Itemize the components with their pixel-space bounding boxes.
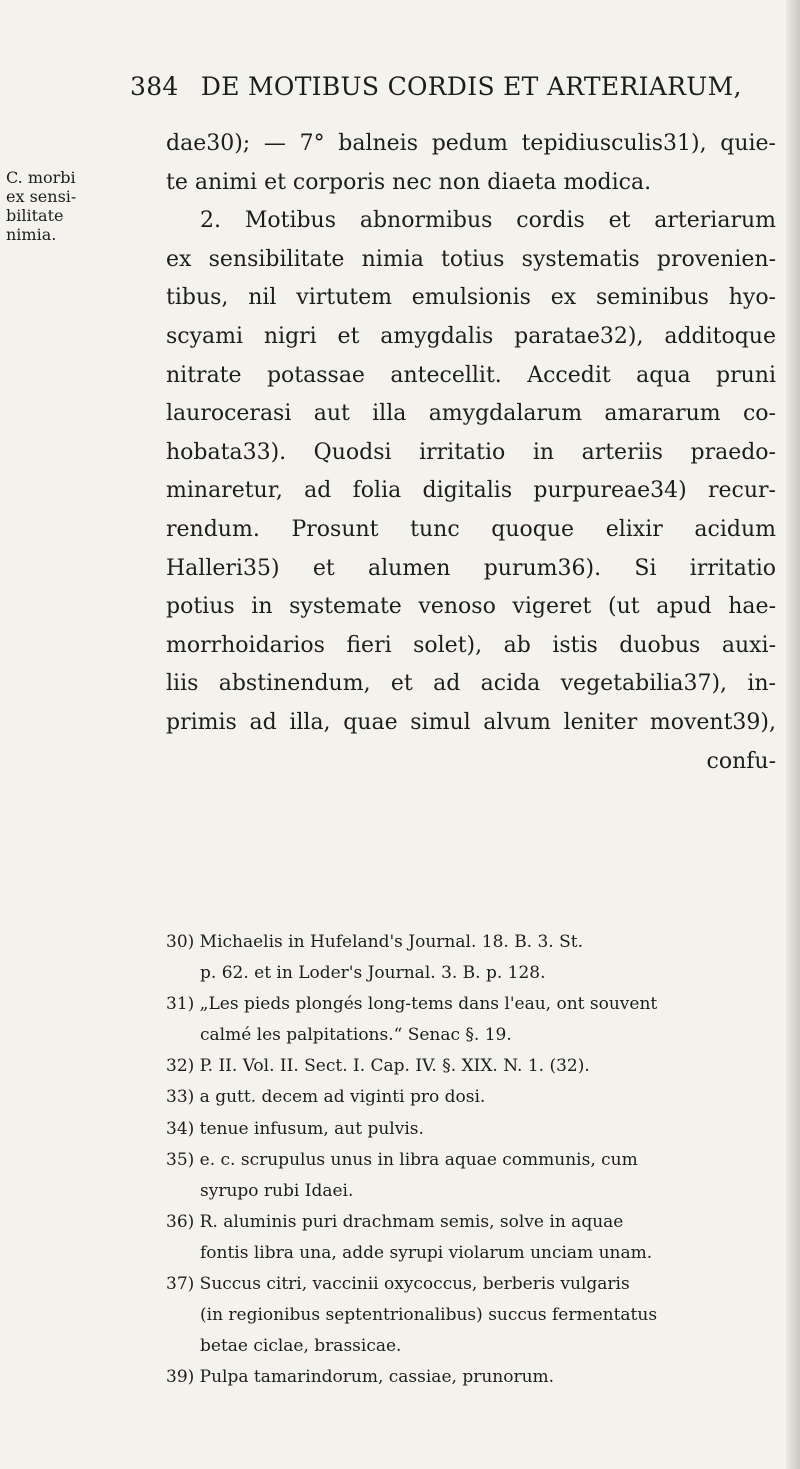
footnote-line: calmé les palpitations.“ Senac §. 19. [200, 1025, 512, 1046]
text-line: nitrate potassae antecellit. Accedit aqua pruni [166, 362, 776, 388]
footnote-line: 31) „Les pieds plongés long-tems dans l'eau, ont souvent [166, 994, 658, 1015]
margin-note [6, 168, 106, 244]
footnote-line: p. 62. et in Loder's Journal. 3. B. p. 128. [200, 963, 546, 984]
text-line: primis ad illa, quae simul alvum leniter movent39), [166, 709, 776, 735]
page-number: 384 [130, 72, 179, 101]
running-header [130, 72, 780, 101]
main-text [166, 125, 776, 781]
margin-note-line: nimia. [6, 225, 57, 244]
text-line: morrhoidarios fieri solet), ab istis duobus auxi- [166, 632, 776, 658]
text-line: 2. Motibus abnormibus cordis et arteriarum [200, 208, 776, 234]
footnote-line: 37) Succus citri, vaccinii oxycoccus, berberis vulgaris [166, 1274, 630, 1295]
footnotes [166, 927, 778, 1393]
margin-note-line: C. morbi [6, 168, 76, 187]
footnote-line: 34) tenue infusum, aut pulvis. [166, 1118, 424, 1139]
text-line: rendum. Prosunt tunc quoque elixir acidum [166, 516, 776, 542]
text-line: dae30); — 7° balneis pedum tepidiusculis31), quie- [166, 131, 776, 156]
footnote-line: betae ciclae, brassicae. [200, 1336, 402, 1357]
margin-note-line: ex sensi- [6, 187, 77, 206]
footnote-line: 36) R. aluminis puri drachmam semis, solve in aquae [166, 1211, 624, 1232]
text-line: scyami nigri et amygdalis paratae32), additoque [166, 323, 776, 349]
footnote-line: 39) Pulpa tamarindorum, cassiae, prunorum. [166, 1367, 555, 1388]
footnote-line: fontis libra una, adde syrupi violarum unciam unam. [200, 1242, 653, 1263]
text-line: potius in systemate venoso vigeret (ut apud hae- [166, 594, 776, 620]
footnote-line: 30) Michaelis in Hufeland's Journal. 18. B. 3. St. [166, 932, 583, 952]
footnote-line: (in regionibus septentrionalibus) succus fermentatus [200, 1305, 658, 1326]
footnote-line: 32) P. II. Vol. II. Sect. I. Cap. IV. §. XIX. N. 1. (32). [166, 1056, 590, 1077]
text-line: tibus, nil virtutem emulsionis ex seminibus hyo- [166, 285, 776, 311]
margin-note-line: bilitate [6, 206, 64, 225]
text-line: ex sensibilitate nimia totius systematis provenien- [166, 246, 776, 272]
text-line: Halleri35) et alumen purum36). Si irritatio [166, 555, 776, 581]
text-line: te animi et corporis nec non diaeta modica. [166, 169, 652, 195]
footnote-line: 35) e. c. scrupulus unus in libra aquae communis, cum [166, 1149, 638, 1170]
catchword: confu- [706, 748, 776, 774]
text-line: minaretur, ad folia digitalis purpureae34) recur- [166, 478, 776, 504]
running-title: DE MOTIBUS CORDIS ET ARTERIARUM, [200, 72, 742, 101]
text-line: laurocerasi aut illa amygdalarum amararum co- [166, 401, 776, 427]
text-line: hobata33). Quodsi irritatio in arteriis praedo- [166, 439, 776, 465]
page-edge [786, 0, 800, 1469]
text-line: liis abstinendum, et ad acida vegetabilia37), in- [166, 671, 776, 697]
footnote-line: 33) a gutt. decem ad viginti pro dosi. [166, 1087, 486, 1108]
footnote-line: syrupo rubi Idaei. [200, 1180, 354, 1201]
